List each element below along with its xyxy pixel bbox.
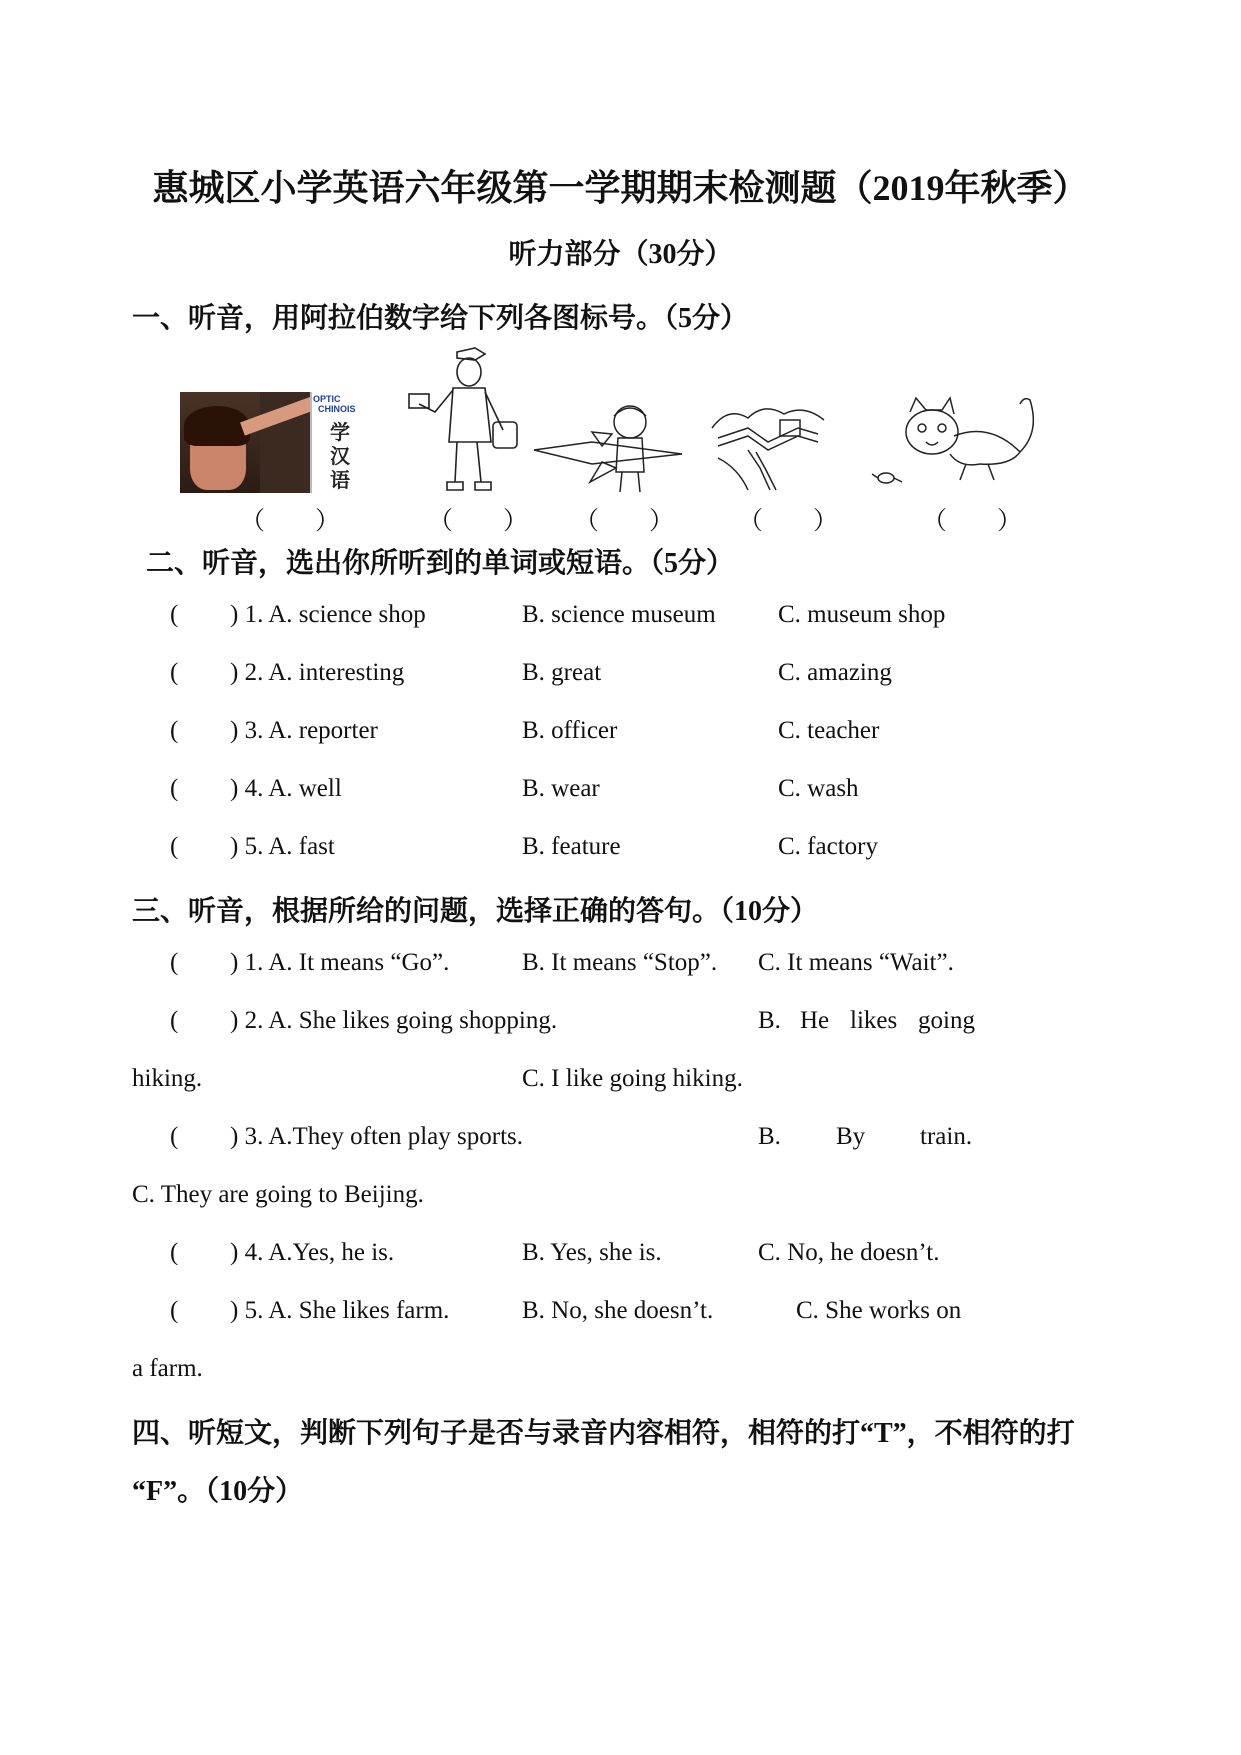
s3-bracket-2[interactable]: (	[170, 1007, 179, 1034]
s2-option-b-5: B. feature	[522, 833, 621, 860]
s3-q2-option-b-word: He	[800, 1007, 830, 1034]
s3-bracket-4[interactable]: (	[170, 1239, 179, 1266]
blank-3[interactable]: （ ）	[574, 508, 675, 535]
great-wall-illustration	[708, 398, 828, 494]
section2-heading: 二、听音，选出你所听到的单词或短语。（5分）	[146, 548, 735, 579]
s3-q2-option-a: ) 2. A. She likes going shopping.	[230, 1007, 558, 1034]
s3-q4-option-a: ) 4. A.Yes, he is.	[230, 1239, 395, 1266]
s3-bracket-3[interactable]: (	[170, 1123, 179, 1150]
s2-bracket-1[interactable]: (	[170, 601, 179, 628]
s3-q3-option-b-word: By	[836, 1123, 866, 1150]
s2-option-a-2: ) 2. A. interesting	[230, 659, 405, 686]
s3-q1-option-a: ) 1. A. It means “Go”.	[230, 949, 450, 976]
pilot-jet-illustration	[532, 392, 692, 496]
s2-bracket-2[interactable]: (	[170, 659, 179, 686]
page-subtitle: 听力部分（30分）	[508, 239, 733, 270]
postman-illustration	[405, 342, 525, 494]
s2-option-a-3: ) 3. A. reporter	[230, 717, 378, 744]
s3-q3-option-c: C. They are going to Beijing.	[132, 1181, 424, 1208]
s3-q5-option-b: B. No, she doesn’t.	[522, 1297, 714, 1324]
s2-bracket-3[interactable]: (	[170, 717, 179, 744]
s3-q3-option-b-word: B.	[758, 1123, 781, 1150]
s2-bracket-5[interactable]: (	[170, 833, 179, 860]
section4-heading: 四、听短文，判断下列句子是否与录音内容相符，相符的打“T”，不相符的打	[132, 1418, 1075, 1449]
blank-2[interactable]: （ ）	[428, 508, 529, 535]
s2-option-c-2: C. amazing	[778, 659, 892, 686]
s2-bracket-4[interactable]: (	[170, 775, 179, 802]
s2-option-c-1: C. museum shop	[778, 601, 946, 628]
s2-option-c-5: C. factory	[778, 833, 878, 860]
s2-option-c-4: C. wash	[778, 775, 859, 802]
s3-q2-option-b-word: B.	[758, 1007, 781, 1034]
s2-option-b-2: B. great	[522, 659, 602, 686]
s3-q3-option-a: ) 3. A.They often play sports.	[230, 1123, 524, 1150]
s2-option-b-1: B. science museum	[522, 601, 716, 628]
s2-option-a-4: ) 4. A. well	[230, 775, 342, 802]
s2-option-b-3: B. officer	[522, 717, 618, 744]
s3-q4-option-b: B. Yes, she is.	[522, 1239, 662, 1266]
blank-5[interactable]: （ ）	[922, 508, 1023, 535]
blank-1[interactable]: （ ）	[240, 508, 341, 535]
s3-q4-option-c: C. No, he doesn’t.	[758, 1239, 940, 1266]
section3-heading: 三、听音，根据所给的问题，选择正确的答句。（10分）	[132, 896, 819, 927]
s2-option-b-4: B. wear	[522, 775, 600, 802]
s3-q2-option-b-word: going	[918, 1007, 975, 1034]
s3-q1-option-b: B. It means “Stop”.	[522, 949, 718, 976]
page-title: 惠城区小学英语六年级第一学期期末检测题（2019年秋季）	[152, 168, 1089, 208]
s3-q2-option-b-word: likes	[850, 1007, 898, 1034]
s3-q5-option-a: ) 5. A. She likes farm.	[230, 1297, 450, 1324]
s2-option-a-5: ) 5. A. fast	[230, 833, 335, 860]
s3-q5-option-c-cont: a farm.	[132, 1355, 203, 1382]
s3-q2-option-c: C. I like going hiking.	[522, 1065, 743, 1092]
s3-q2-option-b-word: hiking.	[132, 1065, 203, 1092]
s2-option-a-1: ) 1. A. science shop	[230, 601, 426, 628]
s3-q1-option-c: C. It means “Wait”.	[758, 949, 954, 976]
blank-4[interactable]: （ ）	[738, 508, 839, 535]
section1-heading: 一、听音，用阿拉伯数字给下列各图标号。（5分）	[132, 303, 749, 334]
woman-calligraphy-photo: OPTIC CHINOIS 学 汉 语	[180, 392, 378, 493]
s3-q3-option-b-word: train.	[920, 1123, 973, 1150]
s3-bracket-5[interactable]: (	[170, 1297, 179, 1324]
cat-mouse-illustration	[870, 392, 1042, 496]
section4-heading-cont: “F”。（10分）	[132, 1476, 304, 1507]
s3-q5-option-c: C. She works on	[796, 1297, 962, 1324]
s3-bracket-1[interactable]: (	[170, 949, 179, 976]
s2-option-c-3: C. teacher	[778, 717, 880, 744]
